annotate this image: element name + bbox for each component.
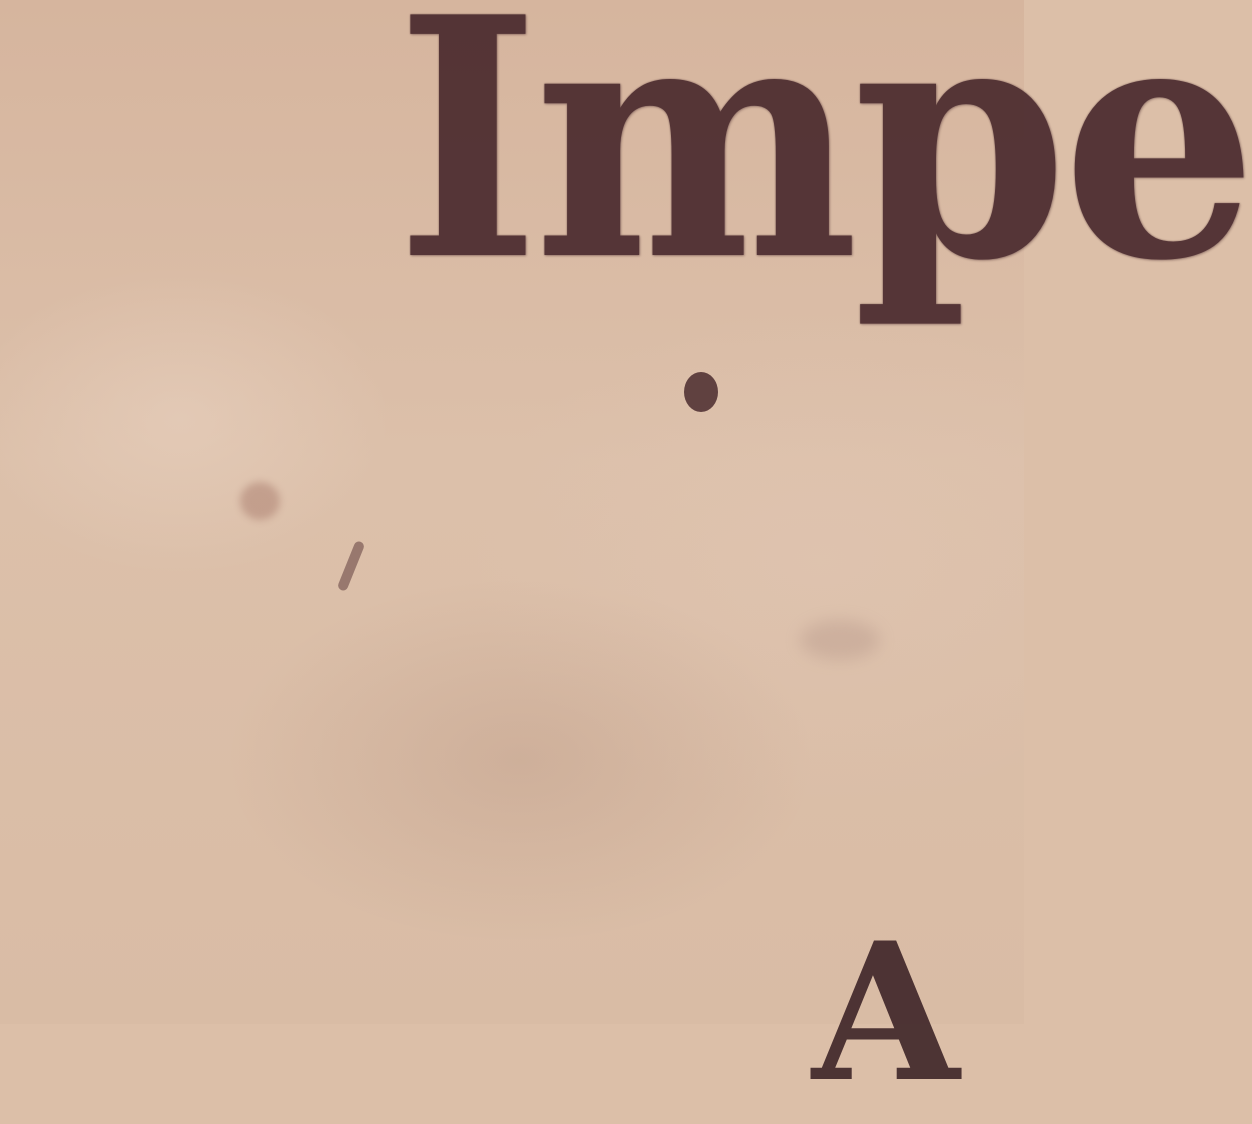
faint-smudge	[800, 620, 880, 660]
heading-word-fragment: Impe	[396, 0, 1252, 333]
paper-stain	[240, 482, 280, 520]
ink-dot	[684, 372, 718, 412]
next-line-letter-fragment: A	[812, 901, 960, 1124]
ink-streak	[337, 540, 366, 592]
